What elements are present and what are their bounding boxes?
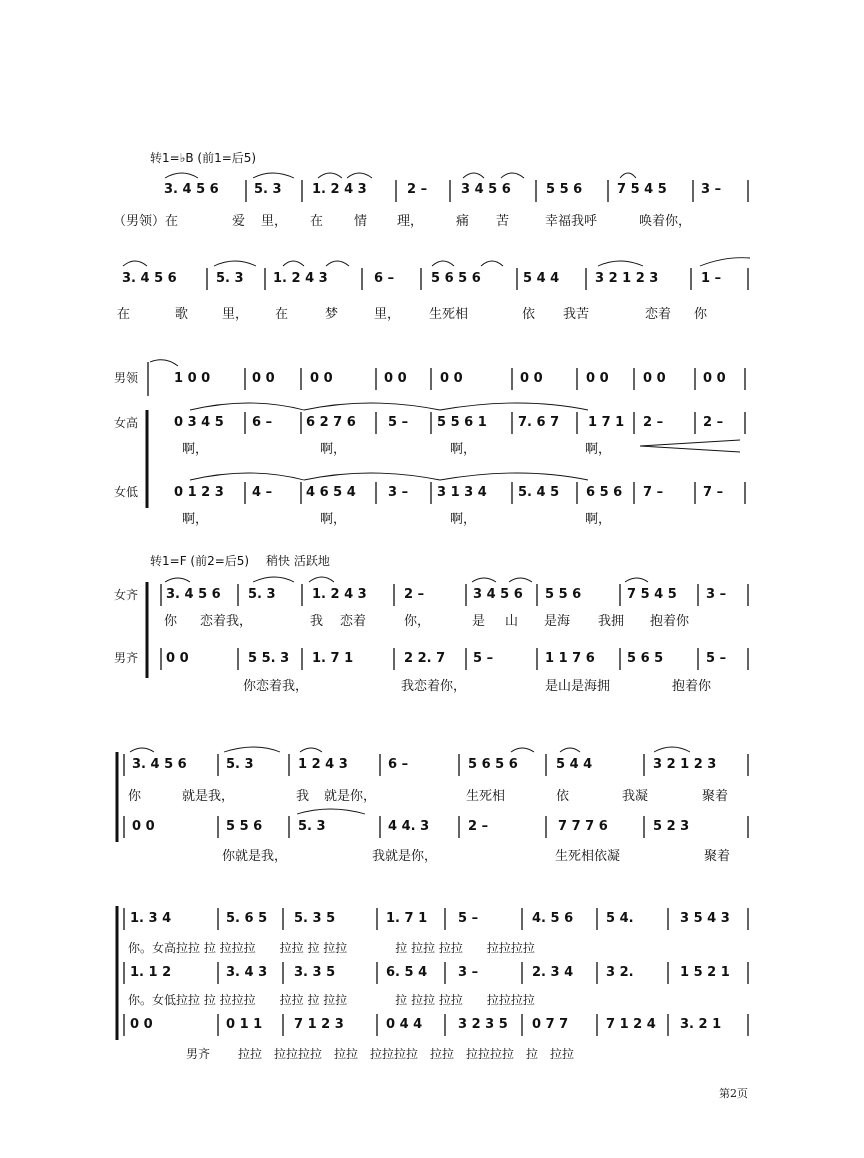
- lyric: 啊，: [450, 442, 477, 457]
- lyric: 我恋着你，: [401, 679, 467, 694]
- measure: 3. 4 5 6: [132, 757, 187, 772]
- measure: 6 –: [388, 757, 409, 772]
- measure: 5. 3: [226, 757, 254, 772]
- measure: 0 0: [703, 371, 726, 386]
- lyric: 你就是我，: [222, 849, 288, 864]
- part-label-men-all: 男齐: [186, 1047, 211, 1061]
- measure: 0 4 4: [386, 1017, 423, 1032]
- lyric: 恋着: [645, 307, 672, 322]
- measure: 6 2 7 6: [306, 415, 356, 430]
- measure: 5. 3 5: [294, 911, 336, 926]
- lyric: 生死相: [466, 789, 506, 804]
- measure: 5. 3: [298, 819, 326, 834]
- lyric: 山: [505, 614, 519, 629]
- measure: 5. 3: [248, 587, 276, 602]
- lyric: 啊，: [320, 512, 347, 527]
- lyric-line: 你。女低拉拉 拉 拉拉拉 拉拉 拉 拉拉 拉 拉拉 拉拉 拉拉拉拉: [128, 993, 535, 1007]
- measure: 3 –: [458, 965, 479, 980]
- measure: 2 –: [468, 819, 489, 834]
- lyric: 啊，: [585, 512, 612, 527]
- measure: 5 6 5 6: [468, 757, 518, 772]
- measure: 0 0: [384, 371, 407, 386]
- measure: 3 –: [701, 182, 722, 197]
- measure: 0 7 7: [532, 1017, 569, 1032]
- measure: 1. 2 4 3: [312, 182, 367, 197]
- measure: 3 –: [706, 587, 727, 602]
- measure: 4. 5 6: [532, 911, 574, 926]
- part-label-men-lead: 男领: [114, 371, 139, 385]
- lyric: 唤着你，: [639, 214, 692, 229]
- measure: 3 4 5 6: [461, 182, 511, 197]
- measure: 5. 3: [216, 271, 244, 286]
- lyric: 啊，: [182, 512, 209, 527]
- measure: 7. 6 7: [518, 415, 560, 430]
- lyric: 是山是海拥: [545, 679, 611, 694]
- lyric: 啊，: [182, 442, 209, 457]
- measure: 1. 7 1: [386, 911, 428, 926]
- measure: 0 0: [130, 1017, 153, 1032]
- measure: 7 1 2 4: [606, 1017, 656, 1032]
- measure: 7 1 2 3: [294, 1017, 344, 1032]
- measure: 5 4.: [606, 911, 634, 926]
- measure: 0 3 4 5: [174, 415, 224, 430]
- measure: 7 5 4 5: [617, 182, 667, 197]
- lyric: 梦: [325, 307, 339, 322]
- measure: 5 2 3: [653, 819, 690, 834]
- measure: 0 0: [166, 651, 189, 666]
- measure: 1. 2 4 3: [273, 271, 328, 286]
- lyric: 痛: [456, 214, 470, 229]
- lyric: 啊，: [320, 442, 347, 457]
- lyric: 幸福我呼: [545, 214, 598, 229]
- measure: 1 7 1: [588, 415, 625, 430]
- lyric: 我就是你，: [372, 849, 438, 864]
- lyric: 就是我，: [182, 789, 235, 804]
- measure: 0 0: [132, 819, 155, 834]
- measure: 6 –: [374, 271, 395, 286]
- lyric: 在: [117, 307, 131, 322]
- measure: 2 2. 7: [404, 651, 446, 666]
- lyric: 你: [694, 307, 708, 322]
- measure: 1 2 4 3: [298, 757, 348, 772]
- measure: 5 5 6: [226, 819, 263, 834]
- key-change-1: 转1=♭B (前1=后5): [150, 151, 257, 165]
- measure: 7 –: [643, 485, 664, 500]
- measure: 1. 7 1: [312, 651, 354, 666]
- measure: 6 5 6: [586, 485, 623, 500]
- measure: 4 4. 3: [388, 819, 430, 834]
- lyric: 我苦: [563, 307, 590, 322]
- lyric: 恋着我，: [200, 614, 253, 629]
- lyric: 是: [472, 614, 486, 629]
- measure: 3. 4 5 6: [166, 587, 221, 602]
- measure: 5 5 6: [546, 182, 583, 197]
- lyric-line: 拉拉 拉拉拉拉 拉拉 拉拉拉拉 拉拉 拉拉拉拉 拉 拉拉: [238, 1047, 575, 1061]
- page-number: 第2页: [719, 1087, 748, 1100]
- lyric: 里，: [261, 214, 288, 229]
- measure: 5 –: [706, 651, 727, 666]
- lyric: 你，: [404, 614, 431, 629]
- measure: 1 –: [701, 271, 722, 286]
- measure: 1 0 0: [174, 371, 211, 386]
- lyric: 爱: [232, 214, 246, 229]
- measure: 5. 6 5: [226, 911, 268, 926]
- lyric: 苦: [496, 214, 510, 229]
- measure: 5 6 5: [627, 651, 664, 666]
- lyric: 里，: [374, 307, 401, 322]
- measure: 4 –: [252, 485, 273, 500]
- part-label-men-all: 男齐: [114, 651, 139, 665]
- measure: 0 0: [310, 371, 333, 386]
- lyric: 抱着你: [650, 614, 690, 629]
- measure: 2. 3 4: [532, 965, 574, 980]
- measure: 5 6 5 6: [431, 271, 481, 286]
- measure: 0 0: [440, 371, 463, 386]
- lyric: 聚着: [704, 849, 731, 864]
- lyric: 你: [128, 789, 142, 804]
- lyric: 我: [310, 614, 324, 629]
- measure: 4 6 5 4: [306, 485, 356, 500]
- measure: 1. 3 4: [130, 911, 172, 926]
- measure: 5 –: [388, 415, 409, 430]
- lyric: 就是你，: [324, 789, 377, 804]
- lyric: 在: [310, 214, 324, 229]
- lyric: 是海: [544, 614, 571, 629]
- measure: 2 –: [404, 587, 425, 602]
- measure: 0 1 1: [226, 1017, 263, 1032]
- lyric: 生死相: [429, 307, 469, 322]
- lyric: 啊，: [450, 512, 477, 527]
- measure: 5 –: [458, 911, 479, 926]
- lyric-line: 你。女高拉拉 拉 拉拉拉 拉拉 拉 拉拉 拉 拉拉 拉拉 拉拉拉拉: [128, 941, 535, 955]
- measure: 1 5 2 1: [680, 965, 730, 980]
- measure: 3. 3 5: [294, 965, 336, 980]
- measure: 5 4 4: [556, 757, 593, 772]
- measure: 6 –: [252, 415, 273, 430]
- measure: 5 4 4: [523, 271, 560, 286]
- measure: 3 1 3 4: [437, 485, 487, 500]
- measure: 3 2 1 2 3: [595, 271, 659, 286]
- measure: 3 5 4 3: [680, 911, 730, 926]
- measure: 1. 1 2: [130, 965, 172, 980]
- measure: 1. 2 4 3: [312, 587, 367, 602]
- measure: 6. 5 4: [386, 965, 428, 980]
- measure: 3. 4 3: [226, 965, 268, 980]
- lyric: 我凝: [622, 789, 649, 804]
- measure: 7 –: [703, 485, 724, 500]
- measure: 0 0: [586, 371, 609, 386]
- measure: 5 –: [473, 651, 494, 666]
- lyric: 歌: [175, 307, 189, 322]
- measure: 5. 3: [254, 182, 282, 197]
- measure: 0 0: [520, 371, 543, 386]
- measure: 0 0: [643, 371, 666, 386]
- measure: 5 5. 3: [248, 651, 290, 666]
- measure: 0 0: [252, 371, 275, 386]
- lyric: 里，: [222, 307, 249, 322]
- measure: 7 7 7 6: [558, 819, 608, 834]
- measure: 3 –: [388, 485, 409, 500]
- measure: 0 1 2 3: [174, 485, 224, 500]
- lyric: 抱着你: [672, 679, 712, 694]
- measure: 3 2.: [606, 965, 634, 980]
- lyric: 恋着: [340, 614, 367, 629]
- lyric: 啊，: [585, 442, 612, 457]
- measure: 3 4 5 6: [473, 587, 523, 602]
- lyric: 生死相依凝: [555, 849, 621, 864]
- lyric: 依: [522, 307, 536, 322]
- lyric: 情: [354, 214, 368, 229]
- lyric: 理，: [397, 214, 424, 229]
- part-label-women-all: 女齐: [114, 588, 139, 602]
- measure: 5 5 6: [545, 587, 582, 602]
- measure: 5 5 6 1: [437, 415, 487, 430]
- part-label-women-high: 女高: [114, 416, 139, 430]
- measure: 1 1 7 6: [545, 651, 595, 666]
- part-label-women-low: 女低: [114, 485, 139, 499]
- lyric: 依: [556, 789, 570, 804]
- key-change-2: 转1=F (前2=后5): [150, 554, 250, 568]
- measure: 2 –: [407, 182, 428, 197]
- measure: 3 2 1 2 3: [653, 757, 717, 772]
- measure: 7 5 4 5: [627, 587, 677, 602]
- measure: 3. 4 5 6: [122, 271, 177, 286]
- lyric: 你恋着我，: [243, 679, 309, 694]
- lyric: 在: [275, 307, 289, 322]
- lyric: 我拥: [598, 614, 625, 629]
- lyric: 你: [164, 614, 178, 629]
- lyric: 聚着: [702, 789, 729, 804]
- lyric: 我: [296, 789, 310, 804]
- measure: 3. 2 1: [680, 1017, 722, 1032]
- measure: 3 2 3 5: [458, 1017, 508, 1032]
- tempo-marking: 稍快 活跃地: [266, 554, 330, 568]
- measure: 3. 4 5 6: [164, 182, 219, 197]
- measure: 5. 4 5: [518, 485, 560, 500]
- measure: 2 –: [703, 415, 724, 430]
- measure: 2 –: [643, 415, 664, 430]
- lyric: （男领）在: [113, 214, 179, 229]
